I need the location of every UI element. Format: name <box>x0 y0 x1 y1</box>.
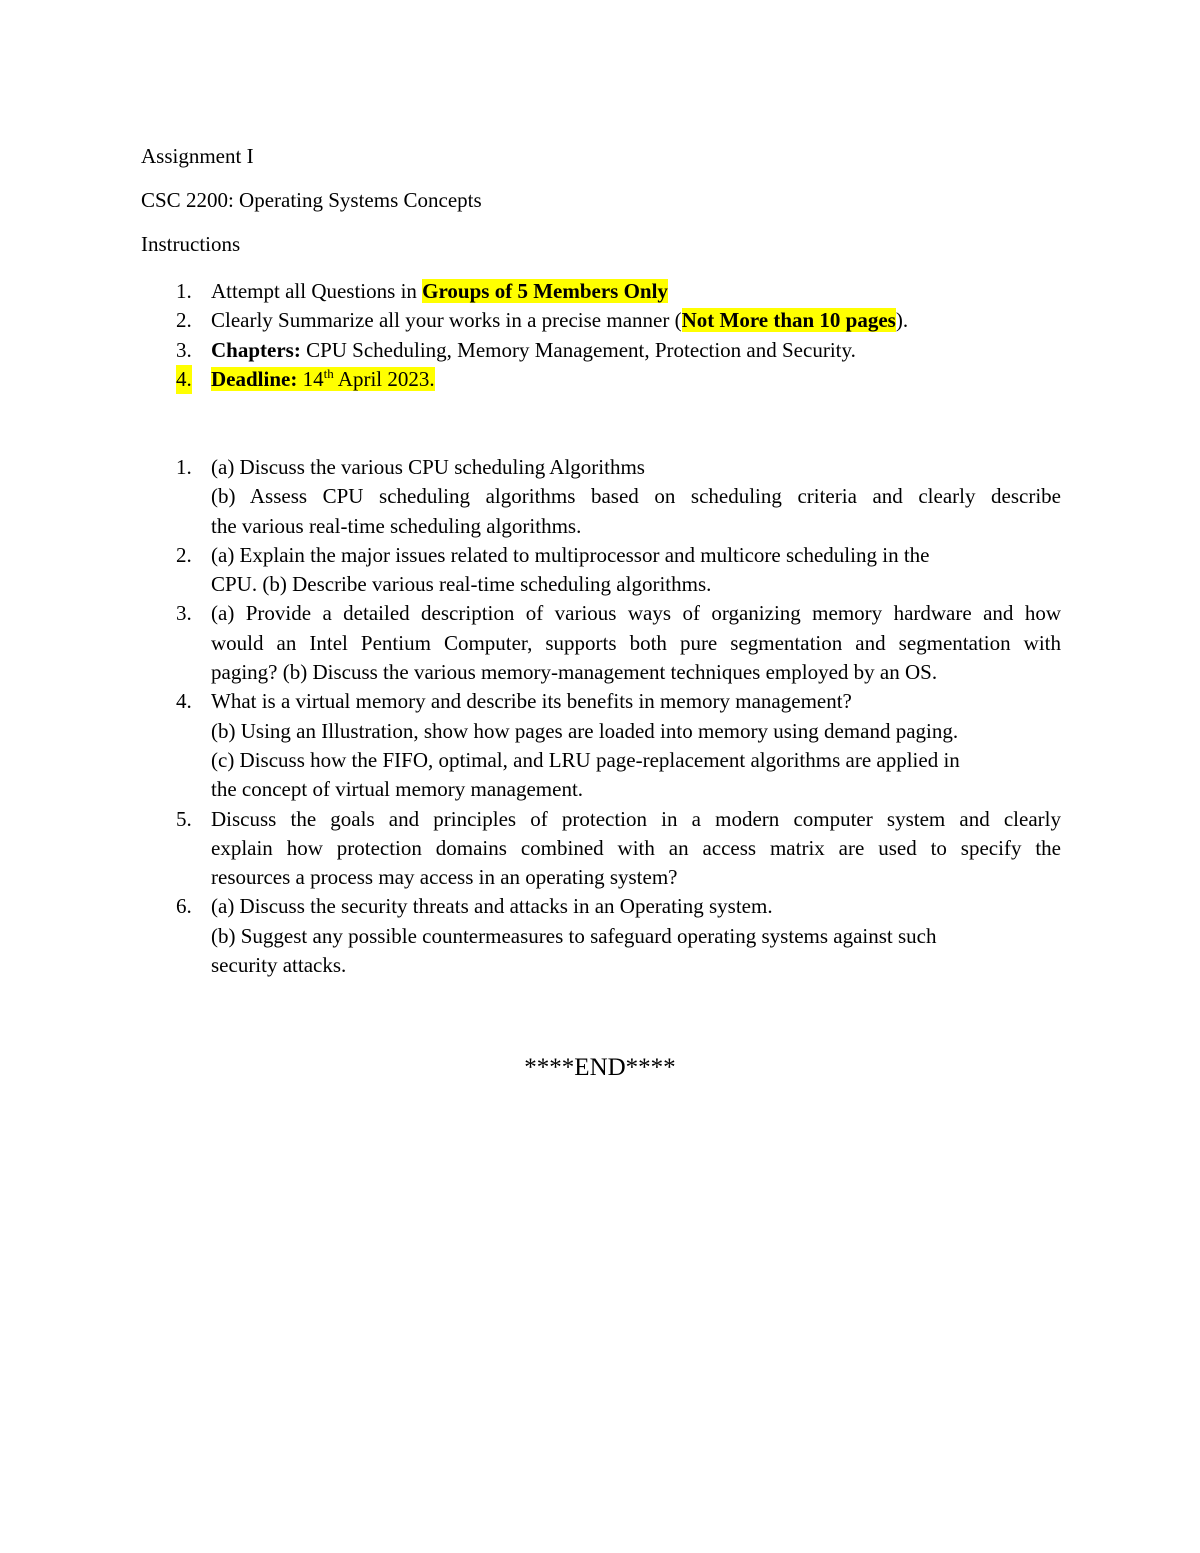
question-item <box>0 687 1061 804</box>
questions-list <box>0 453 1061 980</box>
list-number: 6. <box>176 894 192 919</box>
instruction-item <box>0 277 1061 306</box>
instructions-list <box>0 277 1061 394</box>
question-line: (c) Discuss how the FIFO, optimal, and LRU page-replacement algorithms are applied in <box>211 747 960 772</box>
question-line: (b) Assess CPU scheduling algorithms based on scheduling criteria and clearly describe <box>211 484 1061 509</box>
instruction-text: CPU Scheduling, Memory Management, Protection and Security. <box>300 337 856 362</box>
instruction-text: ). <box>895 308 909 333</box>
question-line: (a) Discuss the various CPU scheduling Algorithms <box>211 455 645 479</box>
question-item <box>0 892 1061 980</box>
deadline-suffix: th <box>323 365 334 381</box>
list-number: 2. <box>176 542 192 567</box>
question-item <box>0 805 1061 893</box>
instruction-item <box>0 306 1061 335</box>
question-line: explain how protection domains combined with an access matrix are used to specify the <box>211 835 1061 860</box>
instruction-text: Clearly Summarize all your works in a precise manner ( <box>211 308 682 333</box>
highlighted-text: Groups of 5 Members Only <box>422 279 668 303</box>
list-number: 1. <box>176 455 192 479</box>
question-line: Discuss the goals and principles of protection in a modern computer system and clearly <box>211 806 1061 831</box>
instruction-label: Chapters: <box>211 337 301 362</box>
deadline-date: April 2023. <box>333 366 435 391</box>
course-title: CSC 2200: Operating Systems Concepts <box>141 188 482 212</box>
question-line: security attacks. <box>211 953 347 978</box>
question-line: What is a virtual memory and describe its benefits in memory management? <box>211 689 852 714</box>
list-number: 3. <box>176 337 192 362</box>
question-line: CPU. (b) Describe various real-time scheduling algorithms. <box>211 572 712 597</box>
list-number: 1. <box>176 279 192 303</box>
question-item <box>0 599 1061 687</box>
instruction-item <box>0 336 1061 365</box>
question-line: resources a process may access in an operating system? <box>211 865 678 890</box>
list-number: 5. <box>176 806 192 831</box>
assignment-title: Assignment I <box>141 144 254 168</box>
list-number: 2. <box>176 308 192 333</box>
question-item <box>0 541 1061 600</box>
instruction-text: Attempt all Questions in <box>211 279 423 303</box>
question-line: paging? (b) Discuss the various memory-management techniques employed by an OS. <box>211 660 938 685</box>
end-marker: ****END**** <box>524 1054 676 1081</box>
highlighted-text: Not More than 10 pages <box>681 308 896 333</box>
list-number: 4. <box>176 365 192 394</box>
deadline-day: 14 <box>297 366 324 391</box>
question-line: the concept of virtual memory management. <box>211 777 584 802</box>
question-line: would an Intel Pentium Computer, supports both pure segmentation and segmentation with <box>211 630 1061 655</box>
question-line: (a) Explain the major issues related to multiprocessor and multicore scheduling in the <box>211 542 930 567</box>
question-line: (b) Using an Illustration, show how pages are loaded into memory using demand paging. <box>211 718 959 743</box>
list-number: 4. <box>176 689 192 714</box>
question-line: the various real-time scheduling algorithms. <box>211 513 582 538</box>
list-number: 3. <box>176 601 192 626</box>
question-line: (a) Discuss the security threats and attacks in an Operating system. <box>211 894 773 919</box>
instruction-label: Deadline: <box>211 366 298 391</box>
instructions-heading: Instructions <box>141 232 241 256</box>
question-item <box>0 453 1061 541</box>
instruction-item-deadline <box>0 365 1061 394</box>
question-line: (a) Provide a detailed description of various ways of organizing memory hardware and how <box>211 601 1061 626</box>
question-line: (b) Suggest any possible countermeasures to safeguard operating systems against such <box>211 923 937 948</box>
